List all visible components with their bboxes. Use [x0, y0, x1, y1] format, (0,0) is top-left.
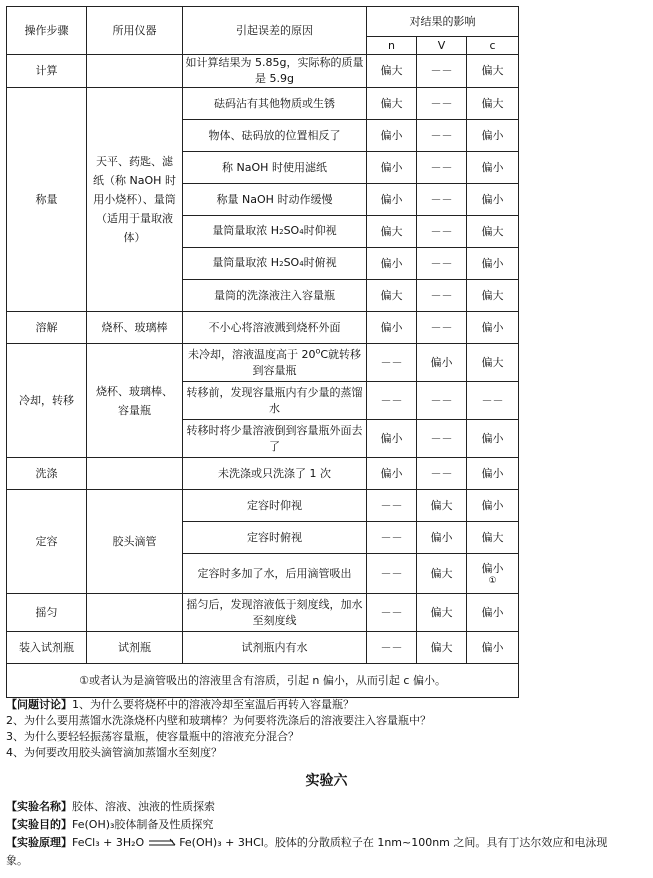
effect-c-cell: 偏小	[467, 420, 519, 458]
cause-cell: 定容时仰视	[183, 490, 367, 522]
effect-c-cell: 偏小	[467, 458, 519, 490]
cause-cell: 未洗涤或只洗涤了 1 次	[183, 458, 367, 490]
cause-cell: 不小心将溶液溅到烧杯外面	[183, 312, 367, 344]
experiment-title: 实验六	[305, 773, 348, 789]
effect-v-cell: －－	[417, 55, 467, 88]
cause-cell: 物体、砝码放的位置相反了	[183, 120, 367, 152]
effect-c-cell: 偏小	[467, 594, 519, 632]
effect-n-cell: 偏小	[367, 184, 417, 216]
header-cause: 引起误差的原因	[183, 7, 367, 55]
effect-v-cell: 偏大	[417, 594, 467, 632]
effect-v-cell: －－	[417, 152, 467, 184]
effect-c-cell: 偏大	[467, 522, 519, 554]
name-label: 【实验名称】	[6, 800, 72, 813]
effect-c-cell: 偏小	[467, 490, 519, 522]
effect-n-cell: －－	[367, 344, 417, 382]
effect-n-cell: －－	[367, 382, 417, 420]
subscript: 2	[279, 260, 284, 268]
effect-c-cell: 偏小	[467, 120, 519, 152]
principle-label: 【实验原理】	[6, 836, 72, 849]
header-step: 操作步骤	[7, 7, 87, 55]
instrument-cell: 胶头滴管	[87, 490, 183, 594]
effect-c-cell: 偏大	[467, 55, 519, 88]
effect-n-cell: 偏大	[367, 55, 417, 88]
cause-text: 未冷却，溶液温度高于 20	[187, 347, 316, 361]
effect-v-cell: －－	[417, 458, 467, 490]
cause-cell: 称量 NaOH 时动作缓慢	[183, 184, 367, 216]
question-text: 1、为什么要将烧杯中的溶液冷却至室温后再转入容量瓶？	[72, 698, 354, 711]
header-instrument: 所用仪器	[87, 7, 183, 55]
cause-text: 量筒量取浓 H	[212, 224, 280, 237]
effect-n-cell: 偏小	[367, 420, 417, 458]
subscript: 2	[279, 228, 284, 236]
subscript: 4	[299, 260, 304, 268]
footnote-marker: ①	[488, 576, 497, 586]
header-c: c	[467, 37, 519, 55]
instrument-cell	[87, 458, 183, 490]
cause-cell: 称 NaOH 时使用滤纸	[183, 152, 367, 184]
effect-v-cell: 偏大	[417, 554, 467, 594]
effect-n-cell: －－	[367, 490, 417, 522]
instrument-cell	[87, 55, 183, 88]
cause-cell: 转移时将少量溶液倒到容量瓶外面去了	[183, 420, 367, 458]
cause-cell	[183, 216, 367, 248]
instrument-cell: 试剂瓶	[87, 632, 183, 664]
effect-c-cell: 偏大	[467, 216, 519, 248]
effect-n-cell: －－	[367, 522, 417, 554]
instrument-cell: 烧杯、玻璃棒	[87, 312, 183, 344]
step-cell: 计算	[7, 55, 87, 88]
question-2: 2、为什么要用蒸馏水洗涤烧杯内壁和玻璃棒？为何要将洗涤后的溶液要注入容量瓶中？	[6, 714, 431, 727]
cause-text: SO	[283, 224, 300, 237]
effect-v-cell: 偏小	[417, 344, 467, 382]
effect-n-cell: 偏小	[367, 312, 417, 344]
principle-text: FeCl₃ + 3H₂O	[72, 836, 145, 849]
step-cell: 冷却，转移	[7, 344, 87, 458]
header-v: V	[417, 37, 467, 55]
effect-n-cell: －－	[367, 594, 417, 632]
effect-c-cell: 偏小	[467, 312, 519, 344]
questions-label: 【问题讨论】	[6, 698, 72, 711]
cause-cell: 定容时俯视	[183, 522, 367, 554]
cause-cell: 试剂瓶内有水	[183, 632, 367, 664]
effect-v-cell: －－	[417, 312, 467, 344]
step-cell: 装入试剂瓶	[7, 632, 87, 664]
question-4: 4、为何要改用胶头滴管滴加蒸馏水至刻度？	[6, 746, 222, 759]
effect-v-cell: －－	[417, 280, 467, 312]
effect-c-cell: －－	[467, 382, 519, 420]
purpose-label: 【实验目的】	[6, 818, 72, 831]
subscript: 4	[299, 228, 304, 236]
effect-c-cell: 偏小	[467, 248, 519, 280]
effect-c-cell: 偏小	[467, 184, 519, 216]
instrument-cell	[87, 594, 183, 632]
effect-v-cell: －－	[417, 248, 467, 280]
name-text: 胶体、溶液、浊液的性质探索	[72, 800, 215, 813]
effect-c-cell: 偏大	[467, 280, 519, 312]
effect-n-cell: 偏大	[367, 88, 417, 120]
error-analysis-table	[6, 6, 519, 698]
step-cell: 称量	[7, 88, 87, 312]
effect-c-cell	[467, 554, 519, 594]
step-cell: 洗涤	[7, 458, 87, 490]
cause-cell: 砝码沾有其他物质或生锈	[183, 88, 367, 120]
effect-v-cell: －－	[417, 120, 467, 152]
effect-n-cell: 偏小	[367, 458, 417, 490]
experiment-section	[6, 798, 650, 870]
effect-n-cell: 偏小	[367, 152, 417, 184]
instrument-cell: 烧杯、玻璃棒、容量瓶	[87, 344, 183, 458]
superscript: o	[315, 345, 321, 355]
cause-cell: 量筒的洗涤液注入容量瓶	[183, 280, 367, 312]
experiment-principle-continued: 象。	[6, 854, 28, 867]
cause-text: 时仰视	[303, 224, 337, 237]
effect-v-cell: －－	[417, 420, 467, 458]
question-1	[6, 697, 646, 713]
effect-n-cell: 偏大	[367, 280, 417, 312]
experiment-name	[6, 798, 650, 816]
cause-text: C就转移到容量瓶	[252, 347, 362, 377]
cause-cell	[183, 344, 367, 382]
cause-cell: 如计算结果为 5.85g，实际称的质量是 5.9g	[183, 55, 367, 88]
effect-n-cell: 偏小	[367, 248, 417, 280]
cause-cell: 摇匀后，发现溶液低于刻度线，加水至刻度线	[183, 594, 367, 632]
effect-v-cell: 偏小	[417, 522, 467, 554]
effect-n-cell: －－	[367, 632, 417, 664]
header-effect: 对结果的影响	[367, 7, 519, 37]
effect-c-text: 偏小	[481, 562, 504, 575]
cause-text: SO	[283, 256, 300, 269]
effect-n-cell: 偏大	[367, 216, 417, 248]
questions-section	[6, 697, 646, 761]
principle-text: Fe(OH)₃ + 3HCl。胶体的分散质粒子在 1nm~100nm 之间。具有丁达尔效应和电泳现	[179, 836, 608, 849]
cause-cell: 转移前，发现容量瓶内有少量的蒸馏水	[183, 382, 367, 420]
cause-text: 时俯视	[303, 256, 337, 269]
effect-v-cell: 偏大	[417, 632, 467, 664]
instrument-cell: 天平、药匙、滤纸（称 NaOH 时用小烧杯）、量筒（适用于量取液体）	[87, 88, 183, 312]
effect-n-cell: －－	[367, 554, 417, 594]
step-cell: 溶解	[7, 312, 87, 344]
effect-c-cell: 偏大	[467, 344, 519, 382]
effect-v-cell: －－	[417, 88, 467, 120]
cause-cell	[183, 248, 367, 280]
effect-c-cell: 偏小	[467, 152, 519, 184]
step-cell: 摇匀	[7, 594, 87, 632]
reversible-arrow-icon	[148, 838, 176, 848]
effect-v-cell: －－	[417, 216, 467, 248]
step-cell: 定容	[7, 490, 87, 594]
effect-n-cell: 偏小	[367, 120, 417, 152]
error-analysis-table-wrapper	[6, 6, 518, 698]
purpose-text: Fe(OH)₃胶体制备及性质探究	[72, 818, 214, 831]
cause-text: 量筒量取浓 H	[212, 256, 280, 269]
question-3: 3、为什么要轻轻振荡容量瓶，使容量瓶中的溶液充分混合？	[6, 730, 299, 743]
header-n: n	[367, 37, 417, 55]
cause-cell: 定容时多加了水，后用滴管吸出	[183, 554, 367, 594]
experiment-purpose	[6, 816, 650, 834]
table-footnote: ①或者认为是滴管吸出的溶液里含有溶质，引起 n 偏小，从而引起 c 偏小。	[7, 664, 519, 698]
effect-c-cell: 偏小	[467, 632, 519, 664]
effect-v-cell: 偏大	[417, 490, 467, 522]
effect-c-cell: 偏大	[467, 88, 519, 120]
effect-v-cell: －－	[417, 184, 467, 216]
effect-v-cell: －－	[417, 382, 467, 420]
experiment-principle	[6, 834, 650, 852]
